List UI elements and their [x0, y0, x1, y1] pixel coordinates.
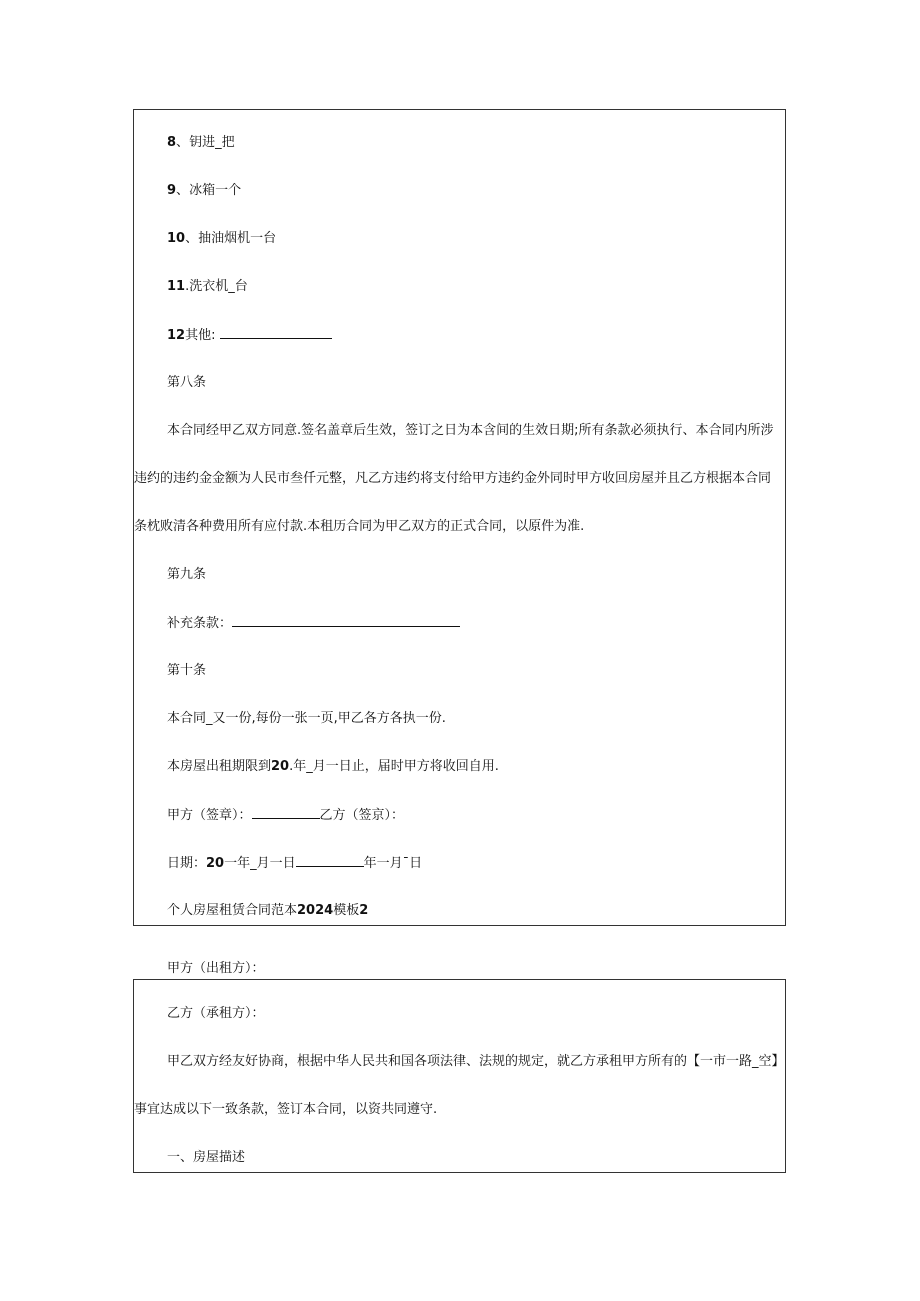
fill-in-blank: [252, 806, 320, 819]
party-a-signature-label: 甲方（签章）：: [167, 808, 252, 823]
list-item: [167, 182, 241, 200]
party-b-signature-label: 乙方（签京）：: [319, 808, 405, 823]
article-heading: 第九条: [167, 567, 207, 582]
lease-term-line: [167, 758, 499, 776]
paragraph-line: 本合同_又一份,每份一张一页,甲乙各方各执一份.: [167, 711, 446, 726]
date-text: 一年_月一日: [224, 856, 296, 871]
supplementary-terms: [167, 614, 460, 633]
item-text: 其他:: [185, 328, 216, 343]
paragraph-line: 甲乙双方经友好协商，根据中华人民共和国各项法律、法规的规定，就乙方承租甲方所有的【一市一路_空】: [167, 1054, 785, 1069]
list-item: [167, 278, 248, 296]
item-separator: 、: [185, 231, 199, 246]
lease-year: 20: [271, 759, 290, 774]
party-b-label: 乙方（承租方）：: [167, 1006, 265, 1021]
list-item: [167, 230, 276, 248]
paragraph-line: 事宜达成以下一致条款，签订本合同，以资共同遵守.: [134, 1102, 438, 1117]
fill-in-blank: [232, 614, 460, 627]
item-number: 8: [167, 135, 177, 150]
title-text: 个人房屋租赁合同范本: [167, 903, 298, 918]
signature-line: [167, 806, 404, 825]
fill-in-blank: [220, 326, 332, 339]
document-title: [167, 902, 368, 920]
party-a-label: 甲方（出租方）：: [167, 961, 265, 976]
item-text: 洗衣机_台: [189, 279, 248, 294]
article-heading: 第八条: [167, 375, 207, 390]
title-text: 模板: [333, 903, 360, 918]
item-separator: 、: [176, 135, 190, 150]
lease-term-text: 本房屋出租期限到: [167, 759, 272, 774]
item-separator: .: [185, 279, 190, 294]
title-year: 2024: [297, 903, 334, 918]
date-line: [167, 854, 422, 873]
date-text: 年一月¯日: [363, 856, 423, 871]
list-item: [167, 134, 235, 152]
list-item: [167, 326, 332, 345]
paragraph-line: 违约的违约金金额为人民市叁仟元整，凡乙方违约将支付给甲方违约金外同时甲方收回房屋并且乙方根据本合同: [134, 471, 772, 486]
item-number: 12: [167, 328, 186, 343]
item-number: 11: [167, 279, 186, 294]
title-number: 2: [359, 903, 369, 918]
item-number: 9: [167, 183, 177, 198]
paragraph-line: 条枕败清各种费用所有应付款.本租历合同为甲乙双方的正式合同，以原件为准.: [134, 519, 585, 534]
item-separator: 、: [176, 183, 190, 198]
date-year: 20: [206, 856, 225, 871]
item-number: 10: [167, 231, 186, 246]
paragraph-line: 本合同经甲乙双方同意.签名盖章后生效，签订之日为本含间的生效日期;所有条款必须执行、本合同内所涉: [167, 423, 774, 438]
date-label: 日期：: [167, 856, 207, 871]
lease-term-text: .年_月一日止，届时甲方将收回自用.: [289, 759, 499, 774]
item-text: 抽油烟机一台: [198, 231, 277, 246]
item-text: 冰箱一个: [189, 183, 242, 198]
fill-in-blank: [296, 854, 364, 867]
article-heading: 第十条: [167, 663, 207, 678]
section-heading: 一、房屋描述: [167, 1150, 246, 1165]
supplementary-label: 补充条款：: [167, 616, 233, 631]
item-text: 钥进_把: [189, 135, 235, 150]
